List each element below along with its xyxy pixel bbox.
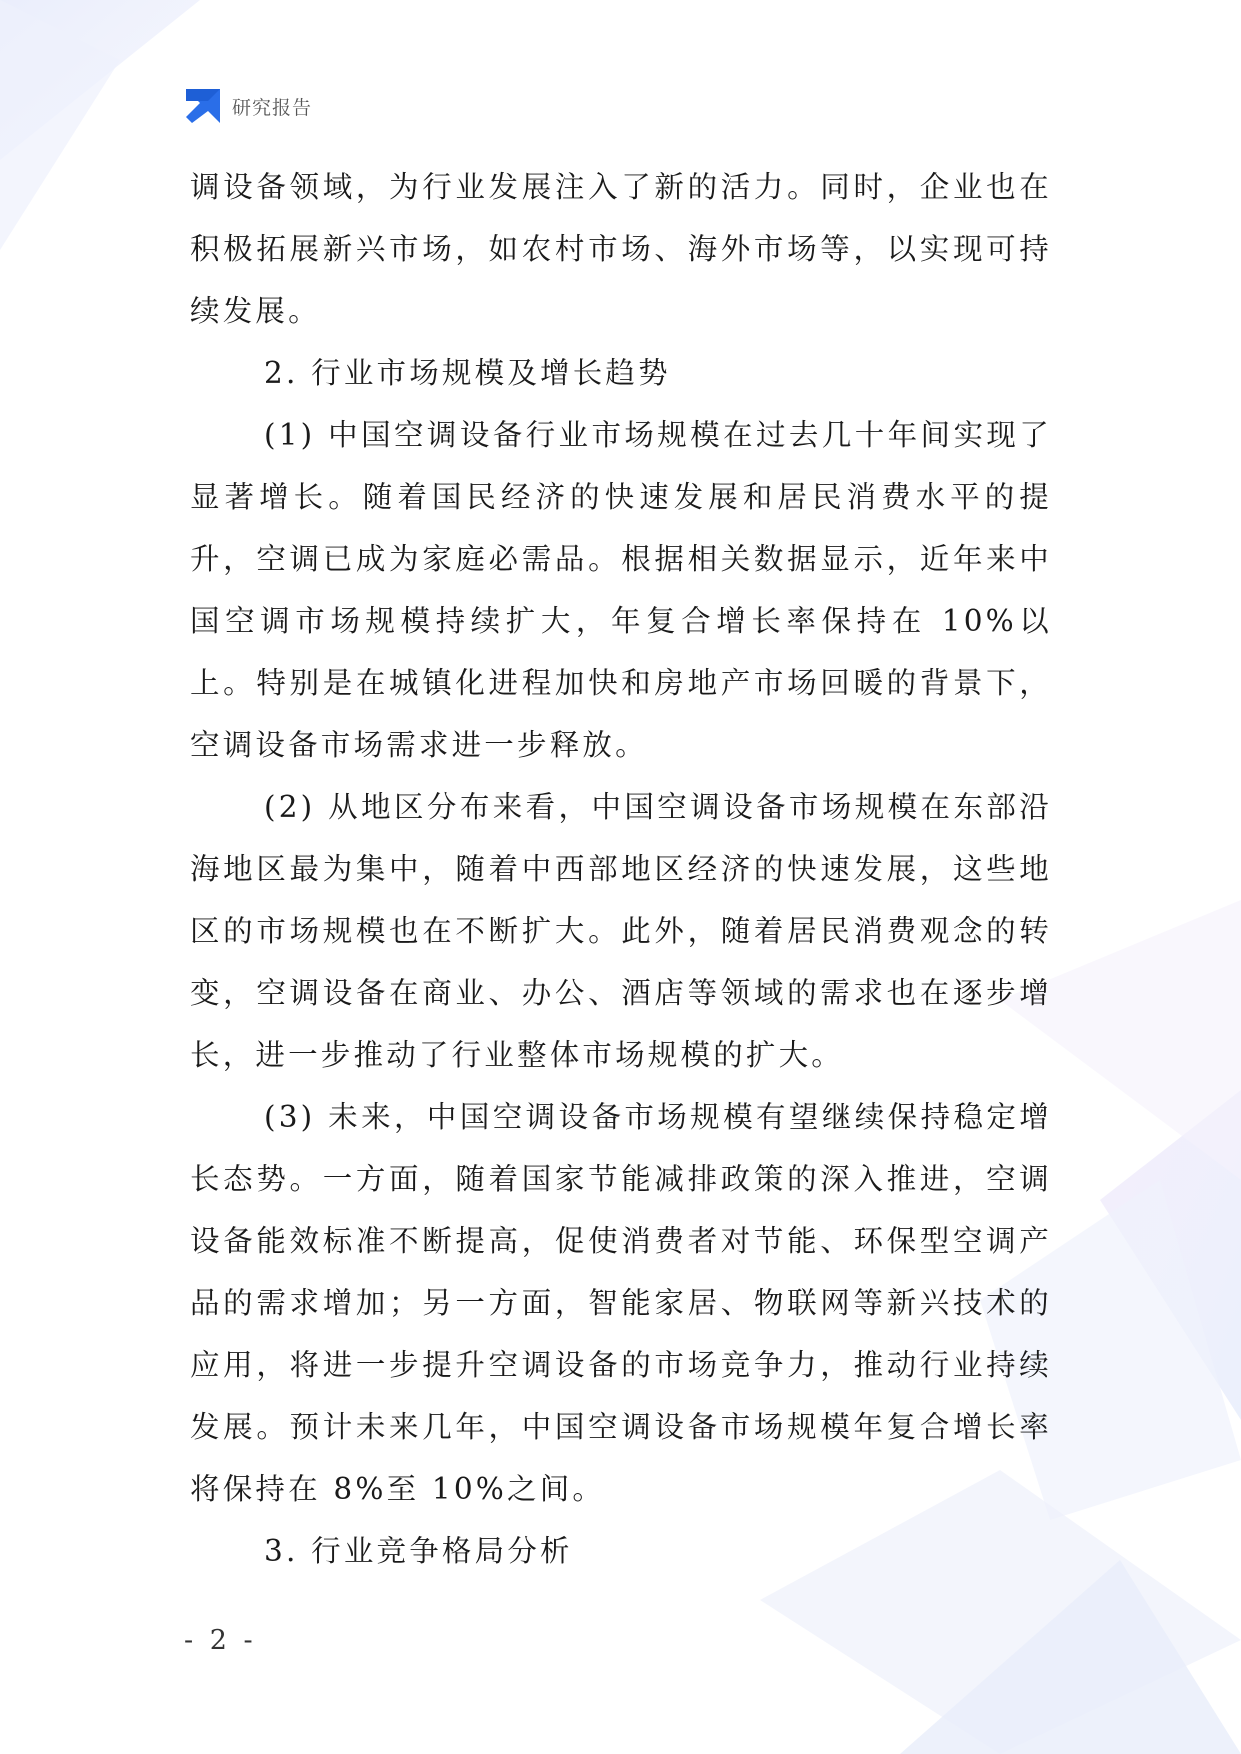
document-body <box>190 156 1052 1582</box>
section-heading-2: 2. 行业市场规模及增长趋势 <box>264 356 671 390</box>
paragraph-intro: 调设备领域，为行业发展注入了新的活力。同时，企业也在积极拓展新兴市场，如农村市场、海外市场等，以实现可持续发展。 <box>190 170 1052 328</box>
report-header <box>186 88 312 124</box>
header-title: 研究报告 <box>232 96 313 119</box>
paragraph-1: (1) 中国空调设备行业市场规模在过去几十年间实现了显著增长。随着国民经济的快速发展和居民消费水平的提升，空调已成为家庭必需品。根据相关数据显示，近年来中国空调市场规模持续扩大，年复合增长率保持在 10%以上。特别是在城镇化进程加快和房地产市场回暖的背景下，空调设备市场需求进一步释放。 <box>190 418 1052 762</box>
page-number: - 2 - <box>184 1625 257 1656</box>
paragraph-2: (2) 从地区分布来看，中国空调设备市场规模在东部沿海地区最为集中，随着中西部地区经济的快速发展，这些地区的市场规模也在不断扩大。此外，随着居民消费观念的转变，空调设备在商业、办公、酒店等领域的需求也在逐步增长，进一步推动了行业整体市场规模的扩大。 <box>190 790 1052 1072</box>
paragraph-3: (3) 未来，中国空调设备市场规模有望继续保持稳定增长态势。一方面，随着国家节能减排政策的深入推进，空调设备能效标准不断提高，促使消费者对节能、环保型空调产品的需求增加；另一方面，智能家居、物联网等新兴技术的应用，将进一步提升空调设备的市场竞争力，推动行业持续发展。预计未来几年，中国空调设备市场规模年复合增长率将保持在 8%至 10%之间。 <box>190 1100 1052 1506</box>
arrow-up-right-logo-icon <box>186 89 220 123</box>
section-heading-3: 3. 行业竞争格局分析 <box>264 1534 573 1568</box>
